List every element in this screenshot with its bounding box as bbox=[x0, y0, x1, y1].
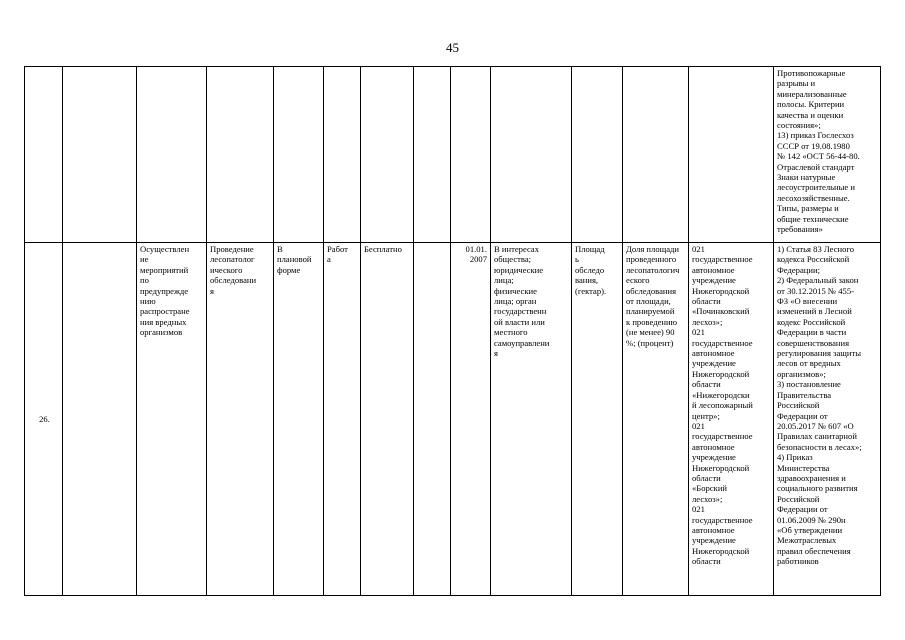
cell-empty bbox=[324, 67, 361, 243]
cell-quality-indicator: Доля площади проведенного лесопатологич еского обследования от площади, планируемой к проведению (не менее) 90 %; (процент) bbox=[623, 243, 689, 596]
cell-work-name: Проведение лесопатолог ического обследовани я bbox=[207, 243, 274, 596]
cell-empty bbox=[137, 67, 207, 243]
cell-volume-unit: Площад ь обследо вания, (гектар). bbox=[572, 243, 623, 596]
cell-date: 01.01. 2007 bbox=[451, 243, 491, 596]
cell-requirements: 1) Статья 83 Лесного кодекса Российской Федерации; 2) Федеральный закон от 30.12.2015 № 455- ФЗ «О внесении изменений в Лесной кодекс Российской Федерации в части совершенствования регулирования защиты лесов от вредных организмов»; 3) постановление Правительства Российской Федерации от 20.05.2017 № 607 «О Правилах санитарной безопасности в лесах»; 4) Приказ Министерства здравоохранения и социального развития Российской Федерации от 01.06.2009 № 290н «Об утверждении Межотраслевых правил обеспечения работников bbox=[774, 243, 881, 596]
table-row bbox=[25, 67, 881, 243]
cell-empty bbox=[572, 67, 623, 243]
cell-consumers: В интересах общества; юридические лица; физические лица; орган государственн ой власти или местного самоуправлени я bbox=[491, 243, 572, 596]
cell-empty bbox=[414, 243, 451, 596]
services-table bbox=[24, 66, 881, 596]
cell-empty bbox=[689, 67, 774, 243]
cell-empty bbox=[361, 67, 414, 243]
cell-empty bbox=[25, 67, 63, 243]
cell-type: Работ а bbox=[324, 243, 361, 596]
cell-empty bbox=[274, 67, 324, 243]
cell-empty bbox=[63, 67, 137, 243]
cell-form: В плановой форме bbox=[274, 243, 324, 596]
table-row bbox=[25, 243, 881, 596]
cell-empty bbox=[451, 67, 491, 243]
cell-empty bbox=[623, 67, 689, 243]
cell-empty bbox=[491, 67, 572, 243]
cell-empty bbox=[207, 67, 274, 243]
cell-institutions: 021 государственное автономное учреждение Нижегородской области «Починковский лесхоз»; 021 государственное автономное учреждение Нижегородской области «Нижегородски й лесопожарный центр»; 021 государственное автономное учреждение Нижегородской области «Борский лесхоз»; 021 государственное автономное учреждение Нижегородской области bbox=[689, 243, 774, 596]
cell-empty bbox=[63, 243, 137, 596]
page-number: 45 bbox=[446, 40, 459, 55]
cell-activity: Осуществлен ие мероприятий по предупрежде нию распростране ния вредных организмов bbox=[137, 243, 207, 596]
cell-empty bbox=[414, 67, 451, 243]
cell-row-number: 26. bbox=[25, 243, 63, 596]
cell-payment: Бесплатно bbox=[361, 243, 414, 596]
cell-requirements: Противопожарные разрывы и минерализованные полосы. Критерии качества и оценки состояния»; 13) приказ Гослесхоз СССР от 19.08.1980 № 142 «ОСТ 56-44-80. Отраслевой стандарт Знаки натурные лесоустроительные и лесохозяйственные. Типы, размеры и общие технические требования» bbox=[774, 67, 881, 243]
